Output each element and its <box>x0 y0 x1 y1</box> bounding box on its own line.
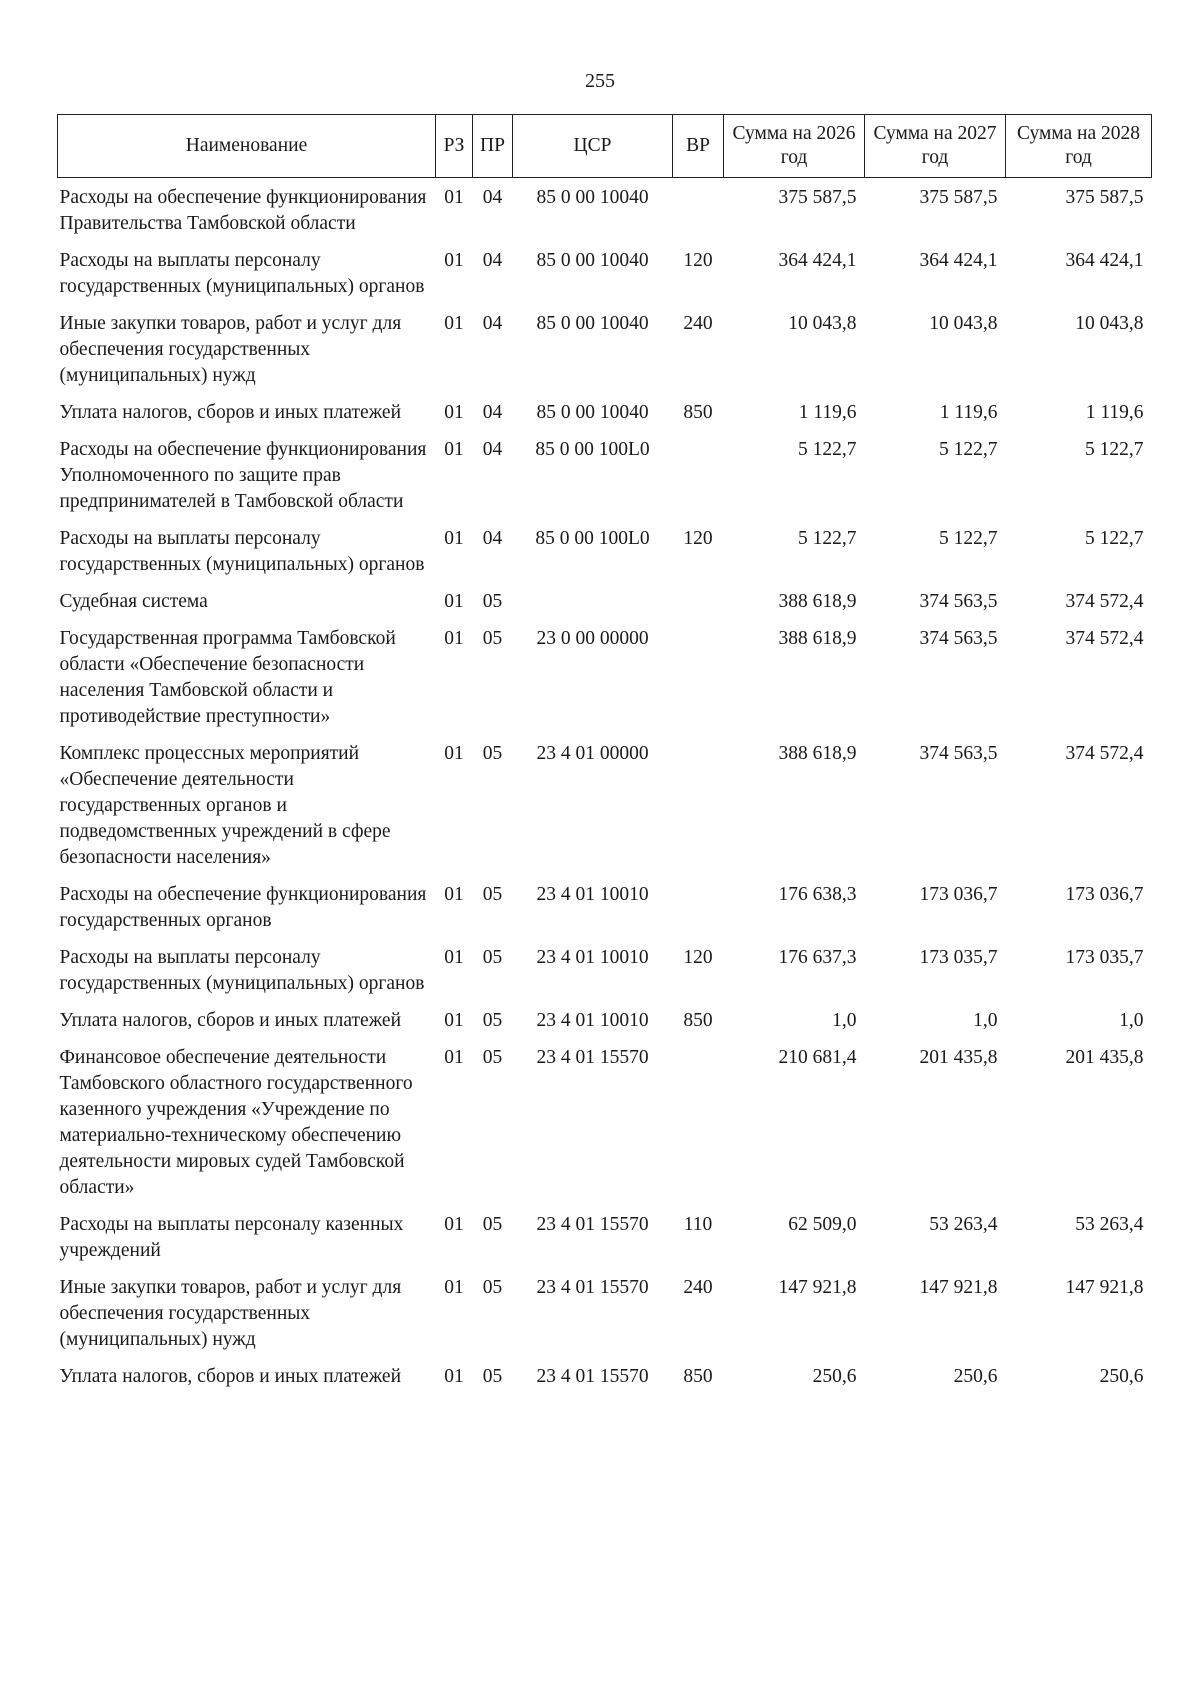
cell-csr <box>513 582 673 619</box>
cell-rz: 01 <box>444 1047 464 1068</box>
cell-csr: 23 4 01 00000 <box>536 743 649 764</box>
cell-pr: 05 <box>482 884 503 905</box>
cell-pr: 05 <box>482 591 503 612</box>
cell-sum-2026: 5 122,7 <box>798 528 857 549</box>
cell-sum-2026: 5 122,7 <box>798 439 857 460</box>
cell-pr: 05 <box>482 1010 503 1031</box>
table-row <box>58 430 1152 519</box>
cell-sum-2028: 1 119,6 <box>1085 402 1144 423</box>
cell-sum-2028: 53 263,4 <box>1075 1214 1144 1235</box>
cell-vr <box>673 178 724 242</box>
table-row <box>58 875 1152 938</box>
cell-sum-2028: 10 043,8 <box>1075 313 1144 334</box>
cell-sum-2026: 388 618,9 <box>778 591 857 612</box>
cell-rz: 01 <box>444 528 464 549</box>
cell-vr <box>673 1038 724 1205</box>
budget-table <box>57 114 1152 1394</box>
cell-csr: 23 4 01 15570 <box>536 1047 649 1068</box>
header-csr: ЦСР <box>513 115 673 178</box>
cell-sum-2028: 5 122,7 <box>1085 439 1144 460</box>
cell-sum-2026: 176 637,3 <box>778 947 857 968</box>
table-row <box>58 734 1152 875</box>
cell-pr: 05 <box>482 1214 503 1235</box>
cell-name: Государственная программа Тамбовской области «Обеспечение безопасности населения Тамбовской области и противодействие преступности» <box>59 628 396 727</box>
cell-sum-2026: 210 681,4 <box>778 1047 857 1068</box>
cell-sum-2026: 364 424,1 <box>778 250 857 271</box>
table-row <box>58 178 1152 242</box>
cell-sum-2027: 173 035,7 <box>919 947 998 968</box>
cell-sum-2026: 1,0 <box>832 1010 857 1031</box>
cell-pr: 05 <box>482 743 503 764</box>
cell-name: Расходы на выплаты персоналу государственных (муниципальных) органов <box>59 528 425 575</box>
cell-csr: 85 0 00 10040 <box>536 313 649 334</box>
cell-rz: 01 <box>444 628 464 649</box>
cell-sum-2027: 374 563,5 <box>919 743 998 764</box>
cell-sum-2028: 374 572,4 <box>1065 743 1144 764</box>
table-row <box>58 1038 1152 1205</box>
cell-pr: 04 <box>482 439 503 460</box>
table-row <box>58 1268 1152 1357</box>
cell-sum-2028: 250,6 <box>1099 1366 1144 1387</box>
cell-rz: 01 <box>444 250 464 271</box>
cell-sum-2028: 173 036,7 <box>1065 884 1144 905</box>
cell-csr: 23 4 01 15570 <box>536 1366 649 1387</box>
cell-vr <box>673 582 724 619</box>
cell-sum-2026: 62 509,0 <box>788 1214 857 1235</box>
cell-sum-2026: 1 119,6 <box>798 402 857 423</box>
cell-pr: 05 <box>482 1366 503 1387</box>
cell-sum-2027: 1 119,6 <box>939 402 998 423</box>
cell-csr: 23 0 00 00000 <box>536 628 649 649</box>
cell-csr: 23 4 01 10010 <box>536 947 649 968</box>
table-row <box>58 1001 1152 1038</box>
cell-name: Расходы на обеспечение функционирования Правительства Тамбовской области <box>59 187 427 234</box>
cell-sum-2027: 374 563,5 <box>919 628 998 649</box>
cell-sum-2028: 5 122,7 <box>1085 528 1144 549</box>
cell-rz: 01 <box>444 1277 464 1298</box>
cell-csr: 23 4 01 15570 <box>536 1277 649 1298</box>
table-body <box>58 178 1152 1395</box>
cell-rz: 01 <box>444 743 464 764</box>
cell-name: Уплата налогов, сборов и иных платежей <box>59 1366 402 1387</box>
cell-csr: 85 0 00 10040 <box>536 187 649 208</box>
cell-sum-2026: 147 921,8 <box>778 1277 857 1298</box>
cell-name: Уплата налогов, сборов и иных платежей <box>59 1010 402 1031</box>
cell-sum-2026: 176 638,3 <box>778 884 857 905</box>
cell-sum-2027: 1,0 <box>973 1010 998 1031</box>
cell-vr: 850 <box>683 1010 713 1031</box>
header-row <box>58 115 1152 178</box>
cell-vr: 850 <box>683 402 713 423</box>
cell-sum-2028: 173 035,7 <box>1065 947 1144 968</box>
cell-vr: 850 <box>683 1366 713 1387</box>
cell-rz: 01 <box>444 947 464 968</box>
cell-sum-2028: 375 587,5 <box>1065 187 1144 208</box>
cell-rz: 01 <box>444 1214 464 1235</box>
cell-rz: 01 <box>444 439 464 460</box>
cell-sum-2027: 5 122,7 <box>939 439 998 460</box>
cell-csr: 23 4 01 10010 <box>536 884 649 905</box>
cell-vr <box>673 430 724 519</box>
cell-csr: 85 0 00 10040 <box>536 402 649 423</box>
cell-name: Расходы на выплаты персоналу казенных учреждений <box>59 1214 404 1261</box>
cell-sum-2027: 5 122,7 <box>939 528 998 549</box>
cell-sum-2028: 147 921,8 <box>1065 1277 1144 1298</box>
cell-name: Иные закупки товаров, работ и услуг для обеспечения государственных (муниципальных) нужд <box>59 313 402 386</box>
cell-rz: 01 <box>444 1366 464 1387</box>
cell-sum-2027: 10 043,8 <box>929 313 998 334</box>
table-row <box>58 1205 1152 1268</box>
cell-pr: 04 <box>482 528 503 549</box>
cell-pr: 04 <box>482 187 503 208</box>
table-row <box>58 582 1152 619</box>
cell-pr: 05 <box>482 1277 503 1298</box>
header-vr: ВР <box>673 115 724 178</box>
cell-vr: 120 <box>683 947 713 968</box>
cell-rz: 01 <box>444 884 464 905</box>
cell-name: Уплата налогов, сборов и иных платежей <box>59 402 402 423</box>
cell-vr: 110 <box>683 1214 713 1235</box>
cell-vr: 240 <box>683 313 713 334</box>
cell-sum-2028: 364 424,1 <box>1065 250 1144 271</box>
cell-sum-2027: 201 435,8 <box>919 1047 998 1068</box>
cell-csr: 23 4 01 10010 <box>536 1010 649 1031</box>
header-sum-2027: Сумма на 2027 год <box>865 115 1006 178</box>
cell-vr: 120 <box>683 250 713 271</box>
cell-pr: 04 <box>482 313 503 334</box>
cell-name: Расходы на выплаты персоналу государственных (муниципальных) органов <box>59 947 425 994</box>
header-sum-2028: Сумма на 2028 год <box>1006 115 1152 178</box>
cell-name: Расходы на обеспечение функционирования государственных органов <box>59 884 427 931</box>
cell-vr: 240 <box>683 1277 713 1298</box>
page-number: 255 <box>585 70 615 92</box>
table-row <box>58 938 1152 1001</box>
cell-sum-2027: 374 563,5 <box>919 591 998 612</box>
cell-sum-2027: 147 921,8 <box>919 1277 998 1298</box>
cell-sum-2027: 364 424,1 <box>919 250 998 271</box>
cell-sum-2027: 250,6 <box>953 1366 998 1387</box>
table-header <box>58 115 1152 178</box>
table-row <box>58 304 1152 393</box>
header-name: Наименование <box>58 115 436 178</box>
cell-rz: 01 <box>444 1010 464 1031</box>
cell-sum-2028: 374 572,4 <box>1065 628 1144 649</box>
table-row <box>58 1357 1152 1394</box>
cell-pr: 05 <box>482 1047 503 1068</box>
cell-name: Расходы на обеспечение функционирования Уполномоченного по защите прав предпринимателей в Тамбовской области <box>59 439 427 512</box>
cell-sum-2026: 388 618,9 <box>778 628 857 649</box>
table-row <box>58 519 1152 582</box>
cell-vr: 120 <box>683 528 713 549</box>
cell-name: Расходы на выплаты персоналу государственных (муниципальных) органов <box>59 250 425 297</box>
cell-name: Судебная система <box>59 591 208 612</box>
cell-name: Комплекс процессных мероприятий «Обеспечение деятельности государственных органов и подведомственных учреждений в сфере безопасности населения» <box>59 743 391 868</box>
cell-pr: 04 <box>482 402 503 423</box>
cell-rz: 01 <box>444 187 464 208</box>
cell-csr: 85 0 00 100L0 <box>535 528 650 549</box>
cell-sum-2026: 375 587,5 <box>778 187 857 208</box>
cell-sum-2027: 375 587,5 <box>919 187 998 208</box>
table-row <box>58 619 1152 734</box>
header-pr: ПР <box>473 115 513 178</box>
cell-csr: 85 0 00 100L0 <box>535 439 650 460</box>
cell-csr: 23 4 01 15570 <box>536 1214 649 1235</box>
cell-csr: 85 0 00 10040 <box>536 250 649 271</box>
cell-sum-2028: 1,0 <box>1119 1010 1144 1031</box>
cell-name: Иные закупки товаров, работ и услуг для обеспечения государственных (муниципальных) нужд <box>59 1277 402 1350</box>
cell-name: Финансовое обеспечение деятельности Тамбовского областного государственного казенного учреждения «Учреждение по материально-техническому обеспечению деятельности мировых судей Тамбовской области» <box>59 1047 413 1198</box>
cell-sum-2028: 374 572,4 <box>1065 591 1144 612</box>
cell-sum-2026: 250,6 <box>812 1366 857 1387</box>
header-sum-2026: Сумма на 2026 год <box>724 115 865 178</box>
header-rz: РЗ <box>436 115 473 178</box>
table-row <box>58 241 1152 304</box>
cell-sum-2028: 201 435,8 <box>1065 1047 1144 1068</box>
cell-vr <box>673 619 724 734</box>
cell-sum-2026: 10 043,8 <box>788 313 857 334</box>
cell-vr <box>673 734 724 875</box>
cell-rz: 01 <box>444 402 464 423</box>
table-row <box>58 393 1152 430</box>
cell-pr: 05 <box>482 628 503 649</box>
cell-pr: 04 <box>482 250 503 271</box>
cell-rz: 01 <box>444 591 464 612</box>
cell-sum-2026: 388 618,9 <box>778 743 857 764</box>
cell-rz: 01 <box>444 313 464 334</box>
cell-vr <box>673 875 724 938</box>
cell-sum-2027: 53 263,4 <box>929 1214 998 1235</box>
cell-pr: 05 <box>482 947 503 968</box>
cell-sum-2027: 173 036,7 <box>919 884 998 905</box>
